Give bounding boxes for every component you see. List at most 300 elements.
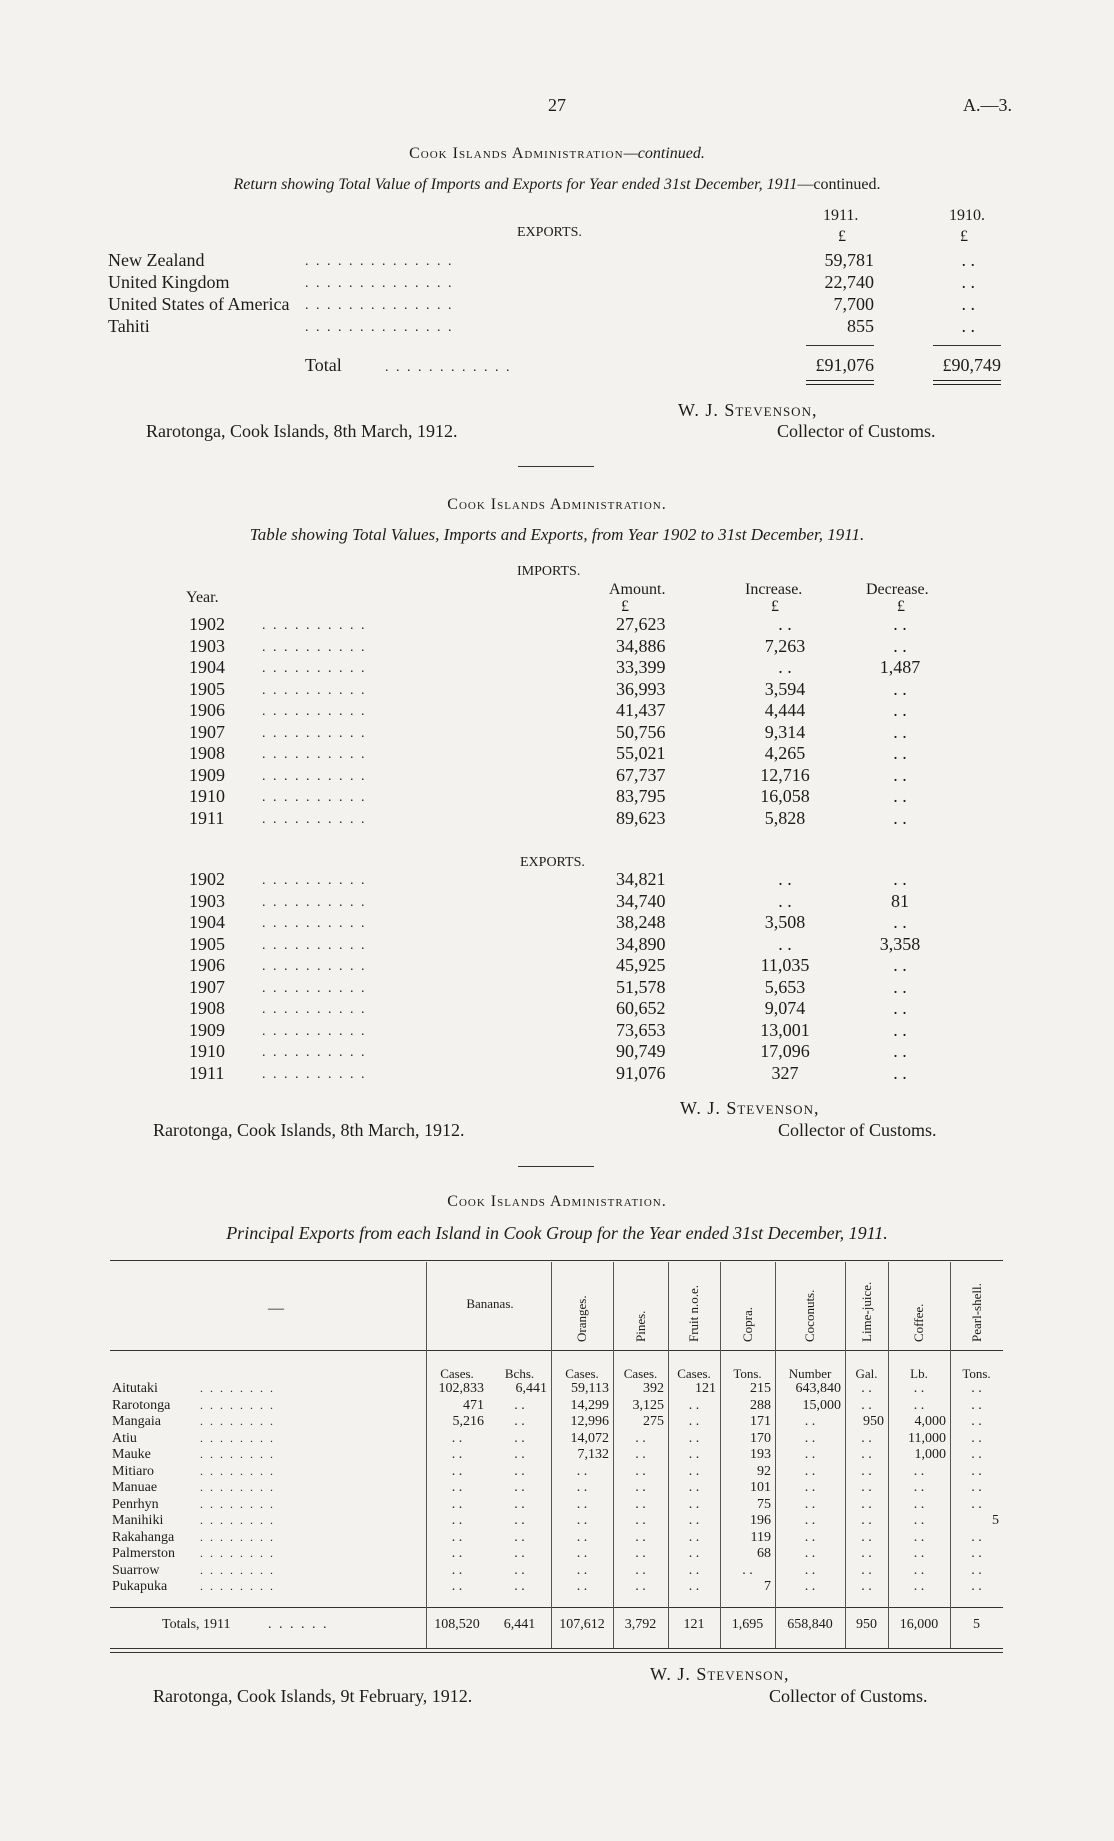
year-cell: 1909 <box>189 764 225 785</box>
data-cell: . . <box>514 1463 525 1479</box>
amount-cell: 50,756 <box>616 721 666 742</box>
signatory-title-1: Collector of Customs. <box>777 421 936 441</box>
data-cell: . . <box>804 1513 816 1528</box>
total-cell: 3,792 <box>624 1617 657 1632</box>
data-cell: . . <box>514 1562 525 1578</box>
leader-dots: . . . . . . . . <box>200 1480 275 1494</box>
data-cell: . . <box>635 1529 646 1545</box>
year-cell: 1908 <box>189 743 225 763</box>
total-cell: 658,840 <box>787 1617 833 1632</box>
column-header: Oranges. <box>574 1295 589 1342</box>
leader-dots: . . . . . . . . <box>200 1562 275 1577</box>
year-cell: 1910 <box>189 1041 225 1061</box>
header-bottom-rule <box>110 1350 1003 1351</box>
decrease-cell: . . <box>893 1041 907 1061</box>
data-cell: . . <box>861 1480 872 1495</box>
data-cell: . . <box>451 1546 463 1561</box>
decrease-cell: . . <box>893 976 907 997</box>
unit-cell: Tons. <box>962 1366 991 1381</box>
exports-total-1910: £90,749 <box>942 355 1001 375</box>
amount-cell: 34,886 <box>616 635 666 656</box>
data-cell: . . <box>804 1529 816 1545</box>
data-cell: . . <box>913 1463 925 1479</box>
total-cell: 950 <box>856 1617 877 1632</box>
col-year: Year. <box>186 589 219 606</box>
data-cell: 11,000 <box>908 1430 946 1446</box>
data-cell: . . <box>688 1414 700 1429</box>
island-name: Mauke <box>112 1447 151 1462</box>
section-divider <box>518 466 594 467</box>
data-cell: . . <box>451 1579 463 1594</box>
data-cell: . . <box>635 1579 646 1594</box>
decrease-cell: . . <box>893 678 907 699</box>
data-cell: . . <box>804 1562 816 1578</box>
leader-dots: . . . . . . . . . . . . <box>385 360 512 375</box>
year-cell: 1902 <box>189 614 225 634</box>
island-name: Palmerston <box>112 1546 175 1561</box>
data-cell: . . <box>514 1447 525 1462</box>
year-cell: 1911 <box>189 1062 225 1083</box>
data-cell: . . <box>576 1546 588 1561</box>
leader-dots: . . . . . . . . . . . . . . <box>305 276 454 291</box>
island-name: Suarrow <box>112 1562 160 1578</box>
data-cell: 119 <box>750 1529 771 1545</box>
data-cell: . . <box>514 1480 525 1495</box>
value-1910: . . <box>961 272 975 292</box>
data-cell: 4,000 <box>914 1414 946 1429</box>
data-cell: 5,216 <box>452 1414 484 1429</box>
data-cell: . . <box>861 1381 872 1396</box>
pound-amount: £ <box>621 598 629 615</box>
decrease-cell: 1,487 <box>879 657 921 677</box>
increase-cell: 3,508 <box>764 912 806 932</box>
decrease-cell: . . <box>893 700 907 720</box>
data-cell: . . <box>913 1546 925 1561</box>
totals-label: Totals, 1911 <box>162 1617 231 1632</box>
data-cell: 196 <box>750 1513 771 1528</box>
data-cell: . . <box>451 1480 463 1495</box>
data-cell: 75 <box>757 1496 771 1512</box>
data-cell: . . <box>688 1513 700 1528</box>
document-reference: A.—3. <box>963 95 1012 115</box>
exports-total-1911: £91,076 <box>815 355 874 375</box>
data-cell: . . <box>576 1480 588 1495</box>
total-cell: 16,000 <box>899 1617 939 1632</box>
data-cell: . . <box>804 1480 816 1495</box>
data-cell: . . <box>688 1463 700 1479</box>
bananas-header: Bananas. <box>466 1296 514 1311</box>
island-name: Rakahanga <box>112 1529 175 1545</box>
data-cell: . . <box>861 1397 872 1413</box>
data-cell: . . <box>514 1496 525 1512</box>
data-cell: . . <box>688 1562 700 1578</box>
exports-table-label: EXPORTS. <box>517 225 582 240</box>
total-cell: 5 <box>973 1617 980 1632</box>
data-cell: 392 <box>643 1381 664 1396</box>
island-name: Penrhyn <box>112 1496 159 1512</box>
data-cell: . . <box>913 1381 925 1396</box>
signatory-1: W. J. Stevenson, <box>678 400 818 420</box>
increase-cell: 327 <box>771 1062 799 1083</box>
decrease-cell: . . <box>893 1019 907 1040</box>
island-name: Pukapuka <box>112 1579 168 1594</box>
column-header: Coconuts. <box>802 1289 817 1342</box>
increase-cell: 17,096 <box>760 1041 810 1061</box>
increase-cell: . . <box>778 869 792 889</box>
island-name: Aitutaki <box>112 1381 158 1396</box>
leader-dots: . . . . . . . . <box>200 1381 275 1395</box>
data-cell: 5 <box>992 1513 999 1528</box>
data-cell: 643,840 <box>795 1381 841 1396</box>
leader-dots: . . . . . . . . . . <box>262 1045 367 1060</box>
year-cell: 1905 <box>189 933 225 954</box>
place-date-3: Rarotonga, Cook Islands, 9t February, 1912. <box>153 1686 473 1706</box>
data-cell: . . <box>971 1397 982 1413</box>
data-cell: . . <box>688 1480 700 1495</box>
data-cell: 102,833 <box>438 1381 484 1396</box>
data-cell: . . <box>451 1513 463 1528</box>
leader-dots: . . . . . . . . . . <box>262 811 367 827</box>
value-1910: . . <box>961 294 975 314</box>
values-heading: Cook Islands Administration. <box>447 496 667 513</box>
amount-cell: 91,076 <box>616 1062 666 1083</box>
decrease-cell: . . <box>893 1062 907 1083</box>
leader-dots: . . . . . . . . . . <box>262 894 367 910</box>
data-cell: . . <box>913 1397 925 1413</box>
total-cell: 121 <box>683 1617 705 1632</box>
data-cell: . . <box>451 1430 463 1446</box>
island-name: Manihiki <box>112 1513 164 1528</box>
unit-cell: Cases. <box>623 1366 658 1381</box>
data-cell: 471 <box>463 1397 484 1413</box>
leader-dots: . . . . . . . . <box>200 1397 275 1412</box>
leader-dots: . . . . . . . . . . . . . . <box>305 320 454 335</box>
decrease-cell: . . <box>893 869 907 889</box>
amount-cell: 34,821 <box>616 869 666 889</box>
increase-cell: 7,263 <box>764 635 806 656</box>
data-cell: . . <box>971 1414 982 1429</box>
data-cell: 14,072 <box>570 1430 609 1446</box>
data-cell: . . <box>971 1381 982 1396</box>
data-cell: . . <box>861 1430 872 1446</box>
leader-dots: . . . . . . . . . . <box>262 937 367 953</box>
data-cell: 15,000 <box>802 1397 841 1413</box>
data-cell: . . <box>861 1513 872 1528</box>
data-cell: . . <box>451 1447 463 1462</box>
year-cell: 1903 <box>189 635 225 656</box>
stub-header: — <box>268 1300 284 1317</box>
increase-cell: 9,074 <box>764 998 806 1018</box>
amount-cell: 34,740 <box>616 890 666 911</box>
year-cell: 1903 <box>189 890 225 911</box>
value-1910: . . <box>961 250 975 270</box>
total-cell: 107,612 <box>559 1617 605 1632</box>
increase-cell: . . <box>778 657 792 677</box>
leader-dots: . . . . . . . . <box>200 1579 275 1593</box>
total-rule <box>933 345 1001 346</box>
data-cell: . . <box>635 1496 646 1512</box>
decrease-cell: . . <box>893 743 907 763</box>
data-cell: . . <box>688 1430 700 1446</box>
amount-cell: 89,623 <box>616 807 666 828</box>
data-cell: . . <box>451 1562 463 1578</box>
data-cell: . . <box>804 1463 816 1479</box>
data-cell: . . <box>971 1496 982 1512</box>
leader-dots: . . . . . . . . . . <box>262 916 367 931</box>
table-bottom-rule <box>110 1648 1003 1649</box>
value-1911: 59,781 <box>824 250 874 270</box>
country-name: New Zealand <box>108 250 205 270</box>
data-cell: . . <box>971 1480 982 1495</box>
amount-cell: 33,399 <box>616 657 666 677</box>
data-cell: . . <box>576 1562 588 1578</box>
amount-cell: 41,437 <box>616 700 666 720</box>
amount-cell: 51,578 <box>616 976 666 997</box>
currency-1911: £ <box>838 228 846 245</box>
double-rule <box>806 380 874 385</box>
leader-dots: . . . . . . <box>268 1617 329 1632</box>
data-cell: 193 <box>750 1447 771 1462</box>
place-date-1: Rarotonga, Cook Islands, 8th March, 1912. <box>146 421 458 441</box>
leader-dots: . . . . . . . . . . <box>262 639 367 655</box>
value-1911: 855 <box>847 316 874 336</box>
data-cell: . . <box>635 1447 646 1462</box>
year-cell: 1904 <box>189 912 225 932</box>
data-cell: . . <box>971 1546 982 1561</box>
data-cell: . . <box>971 1447 982 1462</box>
col-increase: Increase. <box>745 581 803 598</box>
leader-dots: . . . . . . . . <box>200 1513 275 1527</box>
data-cell: . . <box>688 1496 700 1512</box>
signatory-title-2: Collector of Customs. <box>778 1120 937 1140</box>
unit-cell: Bchs. <box>504 1366 535 1381</box>
data-cell: 3,125 <box>632 1397 664 1413</box>
data-cell: 215 <box>750 1381 771 1396</box>
year-cell: 1908 <box>189 998 225 1018</box>
decrease-cell: . . <box>893 721 907 742</box>
increase-cell: 11,035 <box>760 955 810 975</box>
data-cell: . . <box>971 1529 982 1545</box>
pound-increase: £ <box>771 598 779 615</box>
year-cell: 1907 <box>189 721 225 742</box>
data-cell: . . <box>576 1513 588 1528</box>
data-cell: . . <box>576 1496 588 1512</box>
value-1910: . . <box>961 316 975 336</box>
amount-cell: 90,749 <box>616 1041 666 1061</box>
amount-cell: 34,890 <box>616 933 666 954</box>
data-cell: . . <box>451 1463 463 1479</box>
island-name: Mitiaro <box>112 1463 154 1479</box>
amount-cell: 38,248 <box>616 912 666 932</box>
data-cell: . . <box>514 1546 525 1561</box>
data-cell: 12,996 <box>570 1414 609 1429</box>
data-cell: . . <box>913 1529 925 1545</box>
leader-dots: . . . . . . . . <box>200 1414 275 1428</box>
increase-cell: 9,314 <box>764 721 806 742</box>
double-rule <box>933 380 1001 385</box>
year-cell: 1905 <box>189 678 225 699</box>
data-cell: 68 <box>757 1546 771 1561</box>
data-cell: . . <box>861 1463 872 1479</box>
leader-dots: . . . . . . . . . . <box>262 768 367 784</box>
data-cell: . . <box>861 1447 872 1462</box>
column-header: Copra. <box>739 1306 755 1342</box>
values-subtitle: Table showing Total Values, Imports and Exports, from Year 1902 to 31st December, 1911. <box>249 525 865 544</box>
leader-dots: . . . . . . . . . . <box>262 790 367 805</box>
unit-cell: Tons. <box>733 1366 762 1381</box>
section-divider <box>518 1166 594 1167</box>
column-header: Fruit n.o.e. <box>686 1284 701 1342</box>
data-cell: . . <box>514 1579 525 1594</box>
data-cell: 288 <box>750 1397 771 1413</box>
column-header: Coffee. <box>911 1303 926 1342</box>
leader-dots: . . . . . . . . . . <box>262 618 367 633</box>
leader-dots: . . . . . . . . <box>200 1529 275 1544</box>
data-cell: 7 <box>764 1579 771 1594</box>
data-cell: . . <box>861 1546 872 1561</box>
leader-dots: . . . . . . . . . . <box>262 959 367 974</box>
total-rule <box>806 345 874 346</box>
data-cell: . . <box>451 1496 463 1512</box>
total-cell: 108,520 <box>434 1617 480 1632</box>
data-cell: . . <box>514 1397 525 1413</box>
data-cell: . . <box>861 1529 872 1545</box>
column-header: Lime-juice. <box>858 1281 874 1342</box>
decrease-cell: 81 <box>891 890 909 911</box>
data-cell: . . <box>635 1430 646 1446</box>
year-cell: 1906 <box>189 955 225 975</box>
leader-dots: . . . . . . . . . . <box>262 747 367 762</box>
page-number: 27 <box>548 95 566 115</box>
increase-cell: 4,265 <box>764 743 806 763</box>
data-cell: . . <box>861 1496 872 1512</box>
country-name: United States of America <box>108 294 290 314</box>
data-cell: . . <box>688 1447 700 1462</box>
decrease-cell: . . <box>893 614 907 634</box>
amount-cell: 67,737 <box>616 764 666 785</box>
data-cell: . . <box>804 1447 816 1462</box>
data-cell: . . <box>688 1579 700 1594</box>
country-name: Tahiti <box>108 316 150 336</box>
imports-label: IMPORTS. <box>517 564 581 579</box>
column-header: Pines. <box>632 1310 648 1342</box>
leader-dots: . . . . . . . . . . <box>262 1023 367 1039</box>
data-cell: . . <box>861 1579 872 1594</box>
exports-heading: Cook Islands Administration—continued. <box>409 145 705 162</box>
data-cell: . . <box>861 1562 872 1578</box>
signatory-2: W. J. Stevenson, <box>680 1098 820 1118</box>
increase-cell: . . <box>778 614 792 634</box>
data-cell: . . <box>804 1430 816 1446</box>
island-name: Mangaia <box>112 1414 161 1429</box>
decrease-cell: . . <box>893 807 907 828</box>
decrease-cell: . . <box>893 998 907 1018</box>
exports-subtitle: Return showing Total Value of Imports and Exports for Year ended 31st December, 1911—continued. <box>233 176 881 193</box>
data-cell: . . <box>635 1546 646 1561</box>
data-cell: 171 <box>750 1414 771 1429</box>
data-cell: 92 <box>757 1463 771 1479</box>
amount-cell: 45,925 <box>616 955 666 975</box>
data-cell: . . <box>688 1529 700 1545</box>
data-cell: . . <box>688 1397 700 1413</box>
data-cell: . . <box>913 1496 925 1512</box>
increase-cell: 4,444 <box>764 700 806 720</box>
amount-cell: 55,021 <box>616 743 666 763</box>
year-cell: 1904 <box>189 657 225 677</box>
unit-cell: Cases. <box>677 1366 711 1381</box>
currency-1910: £ <box>960 228 968 245</box>
leader-dots: . . . . . . . . <box>200 1546 275 1560</box>
data-cell: . . <box>635 1480 646 1495</box>
country-name: United Kingdom <box>108 272 230 292</box>
increase-cell: 5,653 <box>764 976 806 997</box>
island-name: Rarotonga <box>112 1397 171 1413</box>
decrease-cell: . . <box>893 955 907 975</box>
data-cell: . . <box>804 1496 816 1512</box>
data-cell: 14,299 <box>570 1397 609 1413</box>
leader-dots: . . . . . . . . <box>200 1463 275 1478</box>
leader-dots: . . . . . . . . . . . . . . <box>305 298 454 313</box>
increase-cell: . . <box>778 890 792 911</box>
data-cell: . . <box>913 1513 925 1528</box>
year-cell: 1907 <box>189 976 225 997</box>
data-cell: . . <box>913 1562 925 1578</box>
data-cell: 101 <box>750 1480 771 1495</box>
data-cell: . . <box>514 1430 525 1446</box>
data-cell: . . <box>514 1414 525 1429</box>
year-cell: 1909 <box>189 1019 225 1040</box>
col-1911: 1911. <box>823 207 859 224</box>
table-bottom-rule <box>110 1652 1003 1653</box>
table-top-rule <box>110 1260 1003 1261</box>
amount-cell: 83,795 <box>616 786 666 806</box>
data-cell: . . <box>913 1579 925 1594</box>
increase-cell: 12,716 <box>760 764 810 785</box>
place-date-2: Rarotonga, Cook Islands, 8th March, 1912. <box>153 1120 465 1140</box>
data-cell: . . <box>635 1513 646 1528</box>
data-cell: . . <box>451 1529 463 1545</box>
amount-cell: 36,993 <box>616 678 666 699</box>
data-cell: . . <box>971 1562 982 1578</box>
leader-dots: . . . . . . . . . . <box>262 682 367 698</box>
leader-dots: . . . . . . . . . . <box>262 980 367 996</box>
increase-cell: 13,001 <box>760 1019 810 1040</box>
data-cell: . . <box>971 1463 982 1479</box>
leader-dots: . . . . . . . . <box>200 1496 275 1511</box>
data-cell: . . <box>804 1414 816 1429</box>
data-cell: . . <box>576 1463 588 1479</box>
increase-cell: 5,828 <box>764 807 806 828</box>
total-cell: 6,441 <box>503 1617 536 1632</box>
unit-cell: Gal. <box>855 1366 878 1381</box>
decrease-cell: 3,358 <box>879 933 921 954</box>
data-cell: . . <box>913 1480 925 1495</box>
total-cell: 1,695 <box>731 1617 764 1632</box>
data-cell: 7,132 <box>577 1447 609 1462</box>
increase-cell: 16,058 <box>760 786 810 806</box>
year-cell: 1911 <box>189 807 225 828</box>
unit-cell: Cases. <box>565 1366 599 1381</box>
data-cell: 6,441 <box>515 1381 547 1396</box>
data-cell: 275 <box>643 1414 664 1429</box>
year-cell: 1902 <box>189 869 225 889</box>
island-name: Manuae <box>112 1480 158 1495</box>
totals-rule <box>110 1607 1003 1608</box>
decrease-cell: . . <box>893 635 907 656</box>
exports-total-label: Total <box>305 355 342 375</box>
signatory-3: W. J. Stevenson, <box>650 1664 790 1684</box>
column-header: Pearl-shell. <box>968 1283 984 1342</box>
